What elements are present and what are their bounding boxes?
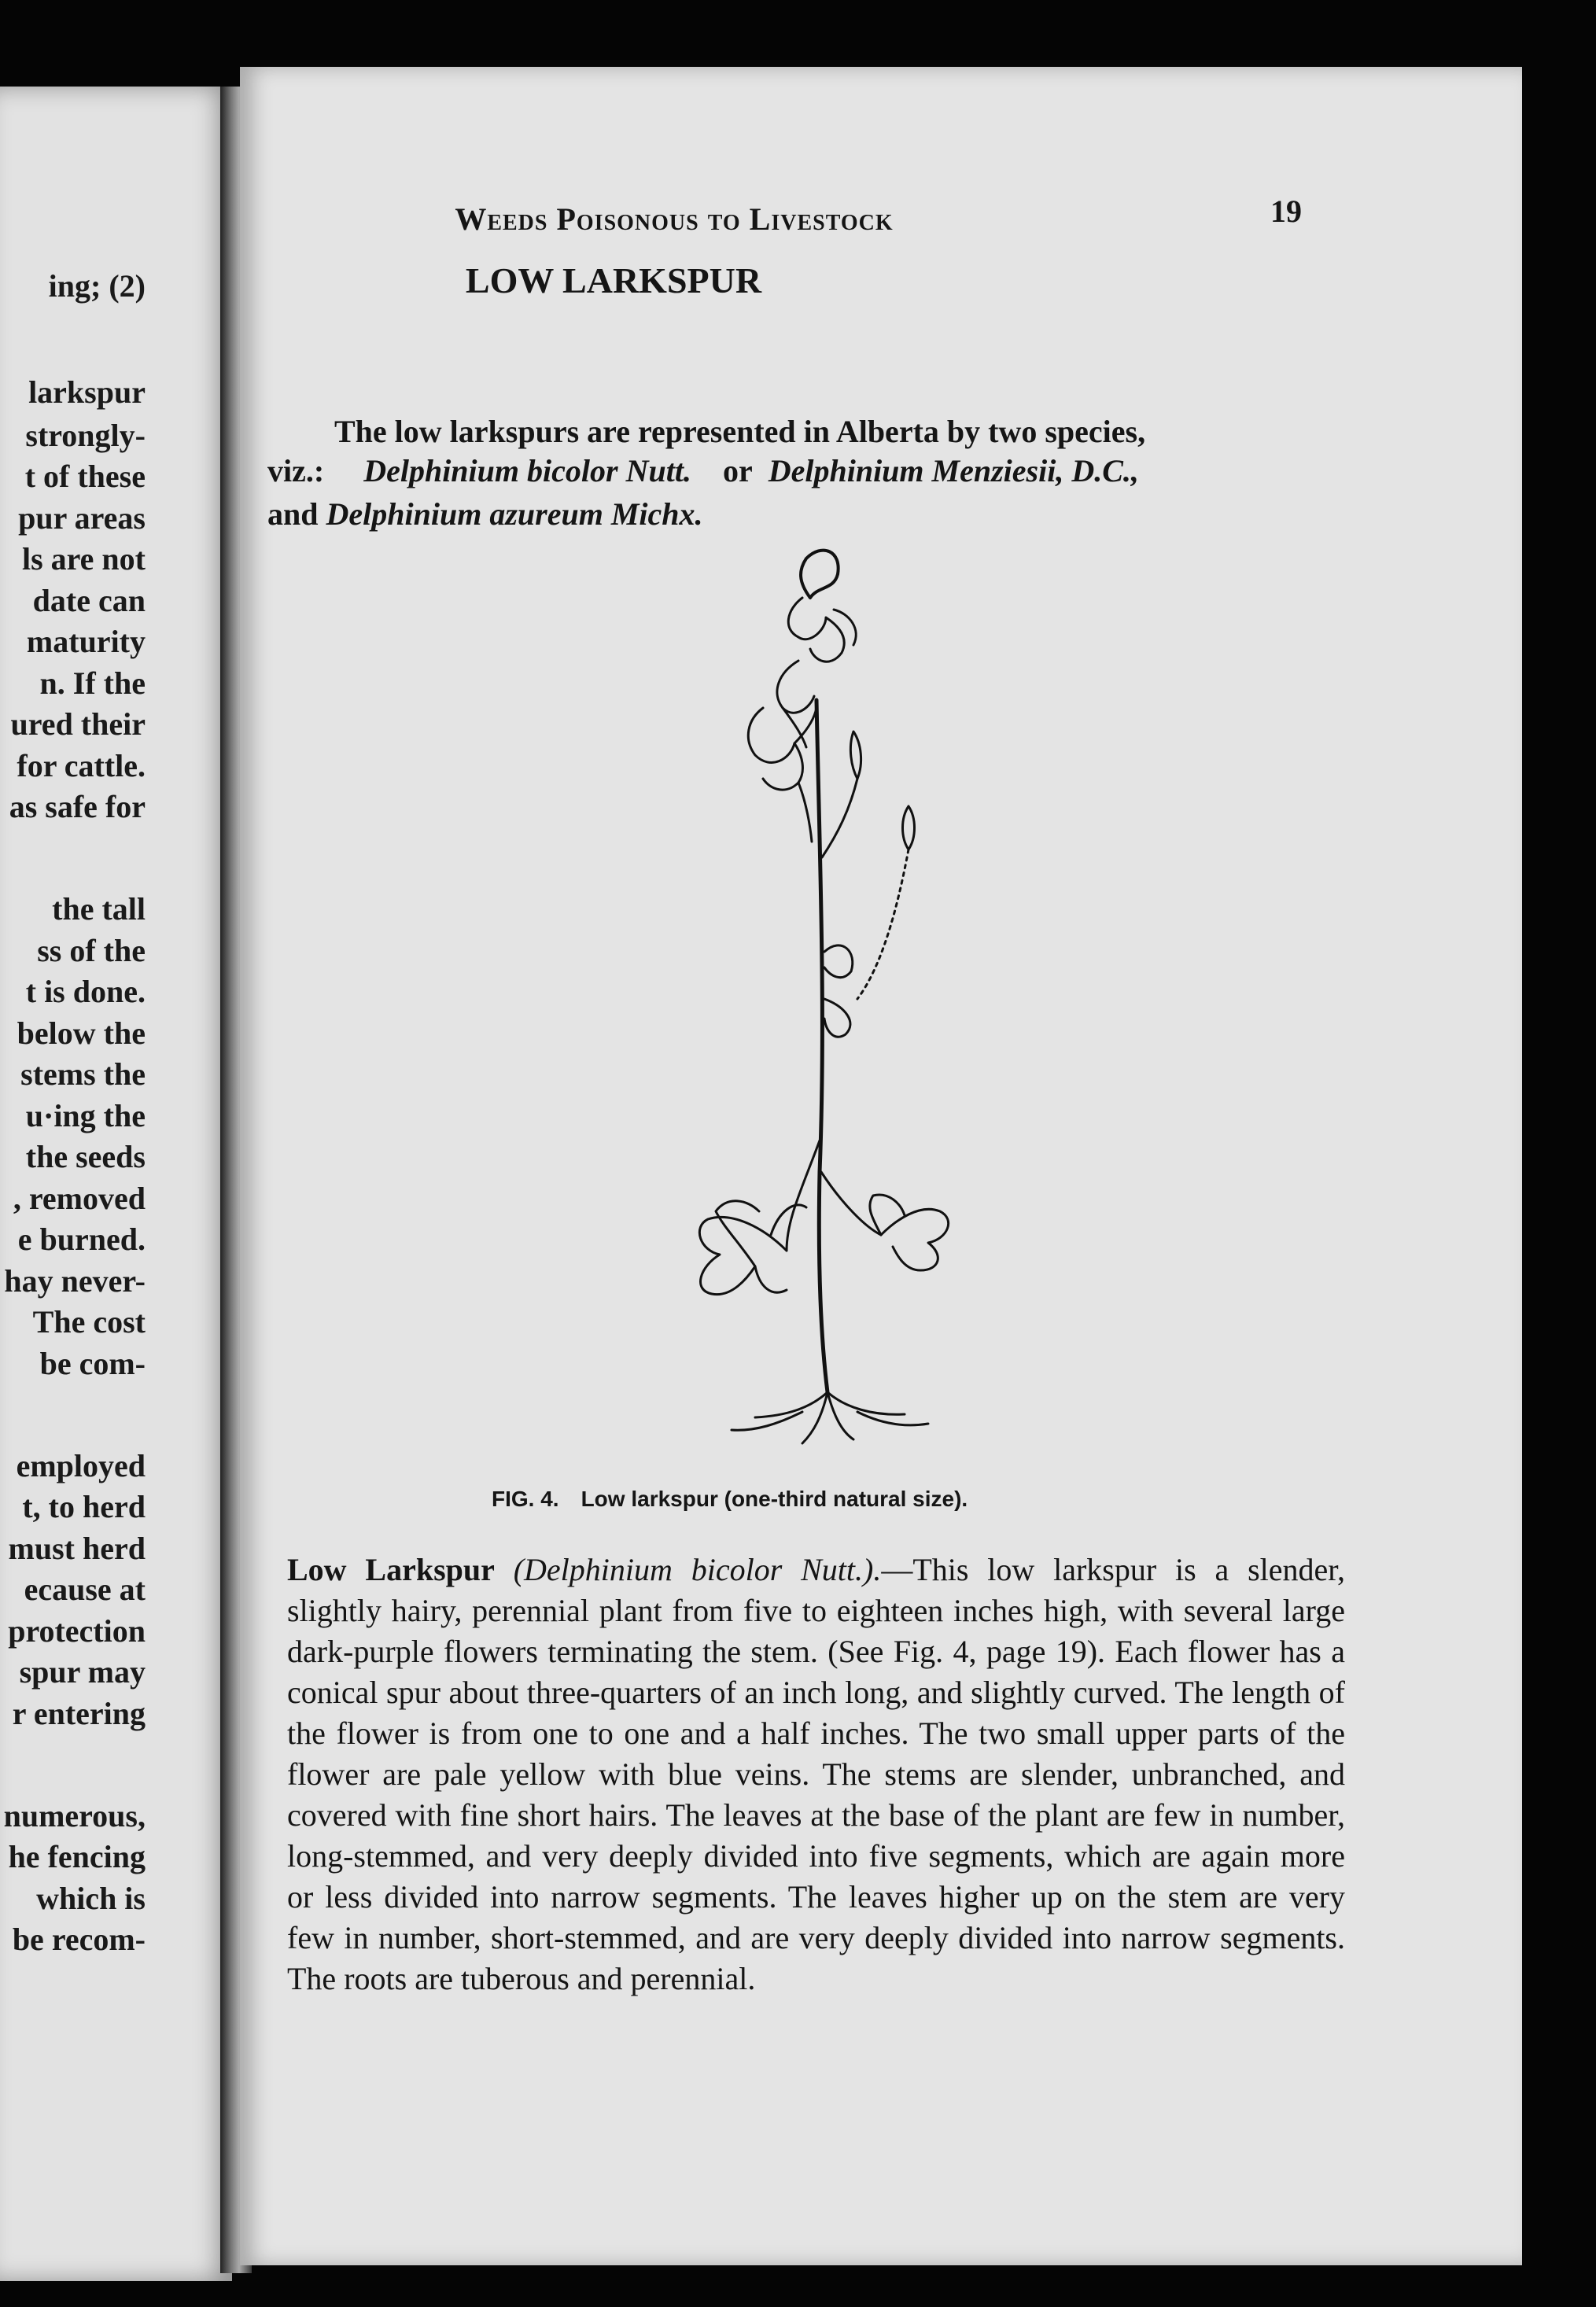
previous-page-line: be recom- [12, 1922, 146, 1957]
species-azureum: Delphinium azureum Michx. [326, 496, 703, 532]
body-text: —This low larkspur is a slender, slightly hairy, perennial plant from five to eighteen inches high, with several large dark-purple flowers terminating the stem. (See Fig. 4, page 19). Each flower has a conical spur about three-quarters of an inch long, and slightly curved. The length of the flower is from one to one and a half inches. The two small upper parts of the flower are pale yellow with blue veins. The stems are slender, unbranched, and covered with fine short hairs. The leaves at the base of the plant are few in number, long-stemmed, and very deeply divided into five segments, which are again more or less divided into narrow segments. The leaves higher up on the stem are very few in number, short-stemmed, and are very deeply divided into narrow segments. The roots are tuberous and perennial. [287, 1552, 1346, 1996]
intro-line-1: The low larkspurs are represented in Alberta by two species, [334, 414, 1146, 449]
previous-page-line: employed [16, 1448, 146, 1483]
previous-page-line: be com- [39, 1346, 146, 1381]
previous-page-line: ing; (2) [48, 268, 146, 304]
previous-page-line: e burned. [17, 1222, 146, 1257]
previous-page-line: ls are not [21, 541, 146, 577]
lead-species: (Delphinium bicolor Nutt.). [513, 1552, 882, 1587]
previous-page-line: ss of the [37, 933, 146, 968]
larkspur-illustration [645, 543, 960, 1471]
figure-caption [492, 1487, 968, 1512]
previous-page-line: , removed [13, 1181, 146, 1216]
previous-page-line: the tall [52, 891, 146, 927]
previous-page-line: for cattle. [17, 748, 146, 783]
intro-line-3 [267, 496, 703, 533]
previous-page-line: larkspur [28, 374, 146, 410]
previous-page-line: hay never- [4, 1263, 146, 1299]
figure-label: FIG. 4. [492, 1487, 559, 1511]
previous-page-line: he fencing [8, 1839, 146, 1874]
previous-page-line: numerous, [3, 1798, 146, 1833]
intro-line-2 [267, 452, 1139, 489]
figure-caption-text: Low larkspur (one-third natural size). [581, 1487, 968, 1511]
species-menziesii: Delphinium Menziesii, D.C., [768, 453, 1139, 488]
previous-page-line: maturity [26, 624, 146, 659]
previous-page-line: as safe for [9, 789, 146, 824]
previous-page-line: r entering [12, 1696, 146, 1731]
previous-page-line: protection [8, 1613, 146, 1649]
previous-page-line: t of these [24, 459, 146, 494]
intro-and: and [267, 496, 319, 532]
previous-page-line: date can [32, 583, 146, 618]
intro-viz: viz.: [267, 453, 325, 488]
section-title: LOW LARKSPUR [465, 260, 762, 300]
running-header: Weeds Poisonous to Livestock [455, 201, 894, 237]
intro-or: or [722, 453, 753, 488]
previous-page-line: strongly- [25, 418, 146, 453]
previous-page-line: u·ing the [25, 1098, 146, 1133]
previous-page-line: the seeds [25, 1139, 146, 1174]
previous-page-line: t is done. [25, 974, 146, 1009]
previous-page-line: must herd [8, 1531, 146, 1566]
previous-page-line: which is [36, 1881, 146, 1916]
previous-page-line: The cost [32, 1304, 146, 1340]
previous-page-line: pur areas [18, 500, 146, 536]
lead-term: Low Larkspur [287, 1552, 495, 1587]
previous-page-line: ured their [10, 706, 146, 742]
previous-page-line: stems the [20, 1056, 146, 1092]
species-bicolor: Delphinium bicolor Nutt. [363, 453, 691, 488]
body-paragraph [287, 1550, 1345, 1999]
previous-page-line: t, to herd [22, 1489, 146, 1524]
previous-page-line: ecause at [24, 1572, 146, 1607]
previous-page-fragment [0, 87, 232, 2281]
previous-page-line: n. If the [39, 665, 146, 701]
previous-page-line: below the [17, 1015, 146, 1051]
previous-page-line: spur may [19, 1654, 146, 1690]
page-number: 19 [1270, 193, 1302, 229]
